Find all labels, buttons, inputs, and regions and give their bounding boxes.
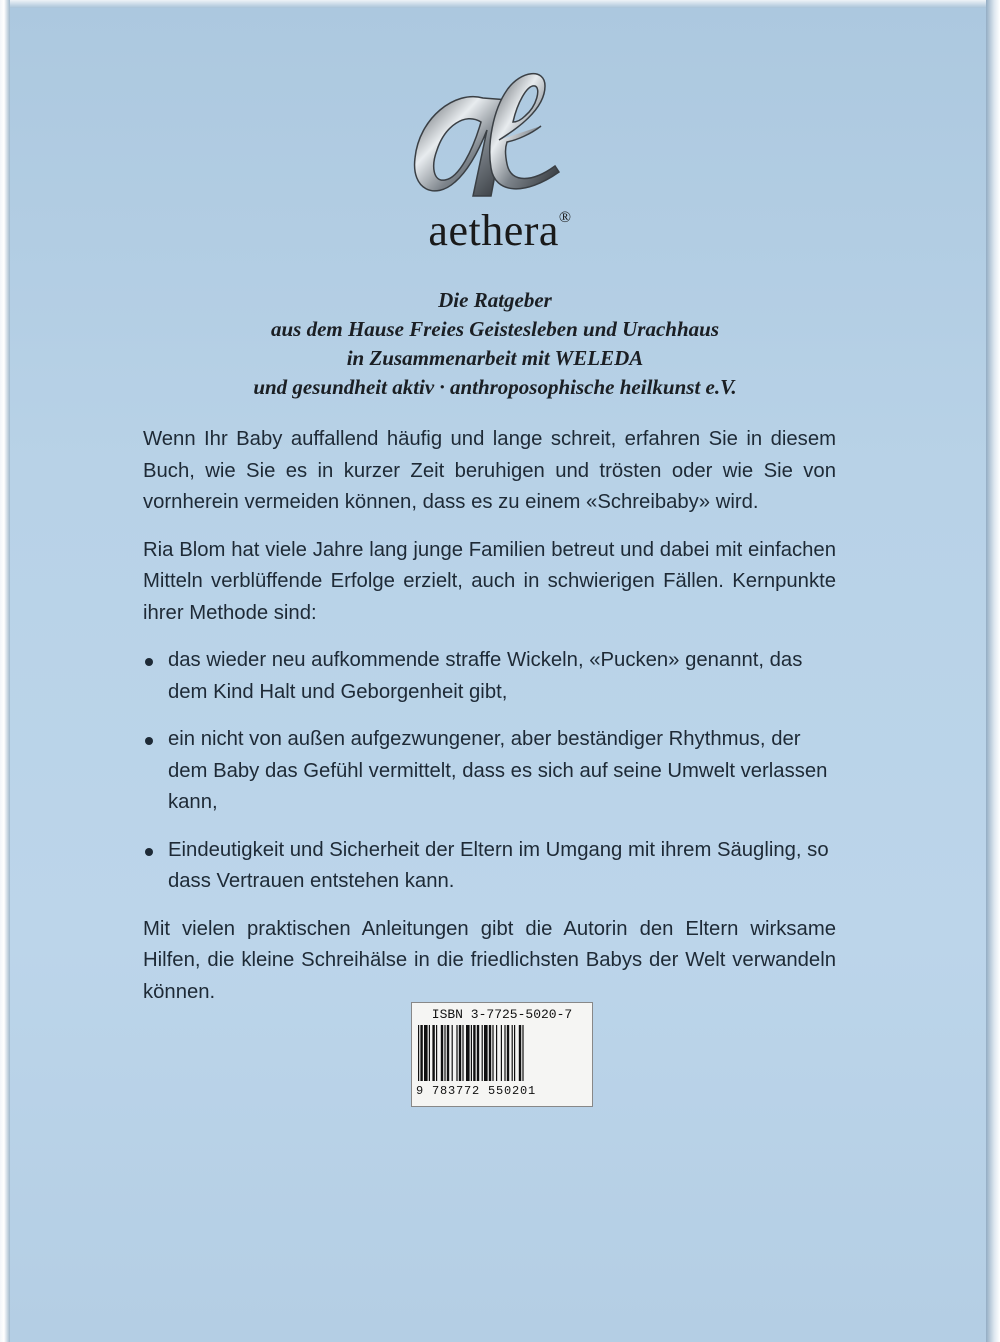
method-list [143,645,836,898]
trademark-symbol: ® [558,209,572,226]
brand-text: aethera [428,206,559,255]
isbn-label: ISBN 3-7725-5020-7 [431,1007,573,1022]
barcode-digits: 9 783772 550201 [416,1084,537,1098]
cover-right-edge [986,0,1000,1342]
ae-ligature-logo-icon [395,60,595,220]
publisher-info [100,286,890,402]
method-list-item: ein nicht von außen aufgezwungener, aber beständiger Rhythmus, der dem Baby das Gefühl vermittelt, dass es sich auf seine Umwelt verlassen kann, [143,724,836,819]
blurb-paragraph-intro: Wenn Ihr Baby auffallend häufig und lange schreit, erfahren Sie in diesem Buch, wie Sie es in kurzer Zeit beruhigen und trösten oder wie Sie von vornherein vermeiden können, dass es zu einem «Schreibaby» wird. [143,428,836,513]
method-list-item: das wieder neu aufkommende straffe Wickeln, «Pucken» genannt, das dem Kind Halt und Geborgenheit gibt, [143,645,836,708]
publisher-line: Die Ratgeber [438,288,552,312]
cover-top-edge [0,0,1000,8]
method-list-item: Eindeutigkeit und Sicherheit der Eltern im Umgang mit ihrem Säugling, so dass Vertrauen entstehen kann. [143,835,836,898]
blurb-paragraph-closing: Mit vielen praktischen Anleitungen gibt die Autorin den Eltern wirksame Hilfen, die kleine Schreihälse in die friedlichsten Babys der Welt verwandeln können. [143,917,836,1003]
publisher-line: in Zusammenarbeit mit WELEDA [346,346,644,370]
brand-name [380,205,620,256]
publisher-line: und gesundheit aktiv · anthroposophische heilkunst e.V. [253,375,737,399]
blurb [143,424,836,1024]
barcode-bars-icon [416,1025,588,1083]
blurb-paragraph-author: Ria Blom hat viele Jahre lang junge Familien betreut und dabei mit einfachen Mitteln verblüffende Erfolge erzielt, auch in schwierigen Fällen. Kernpunkte ihrer Methode sind: [143,538,836,624]
publisher-line: aus dem Hause Freies Geistesleben und Urachhaus [270,317,720,341]
cover-left-edge [0,0,10,1342]
isbn-barcode [411,1002,593,1107]
